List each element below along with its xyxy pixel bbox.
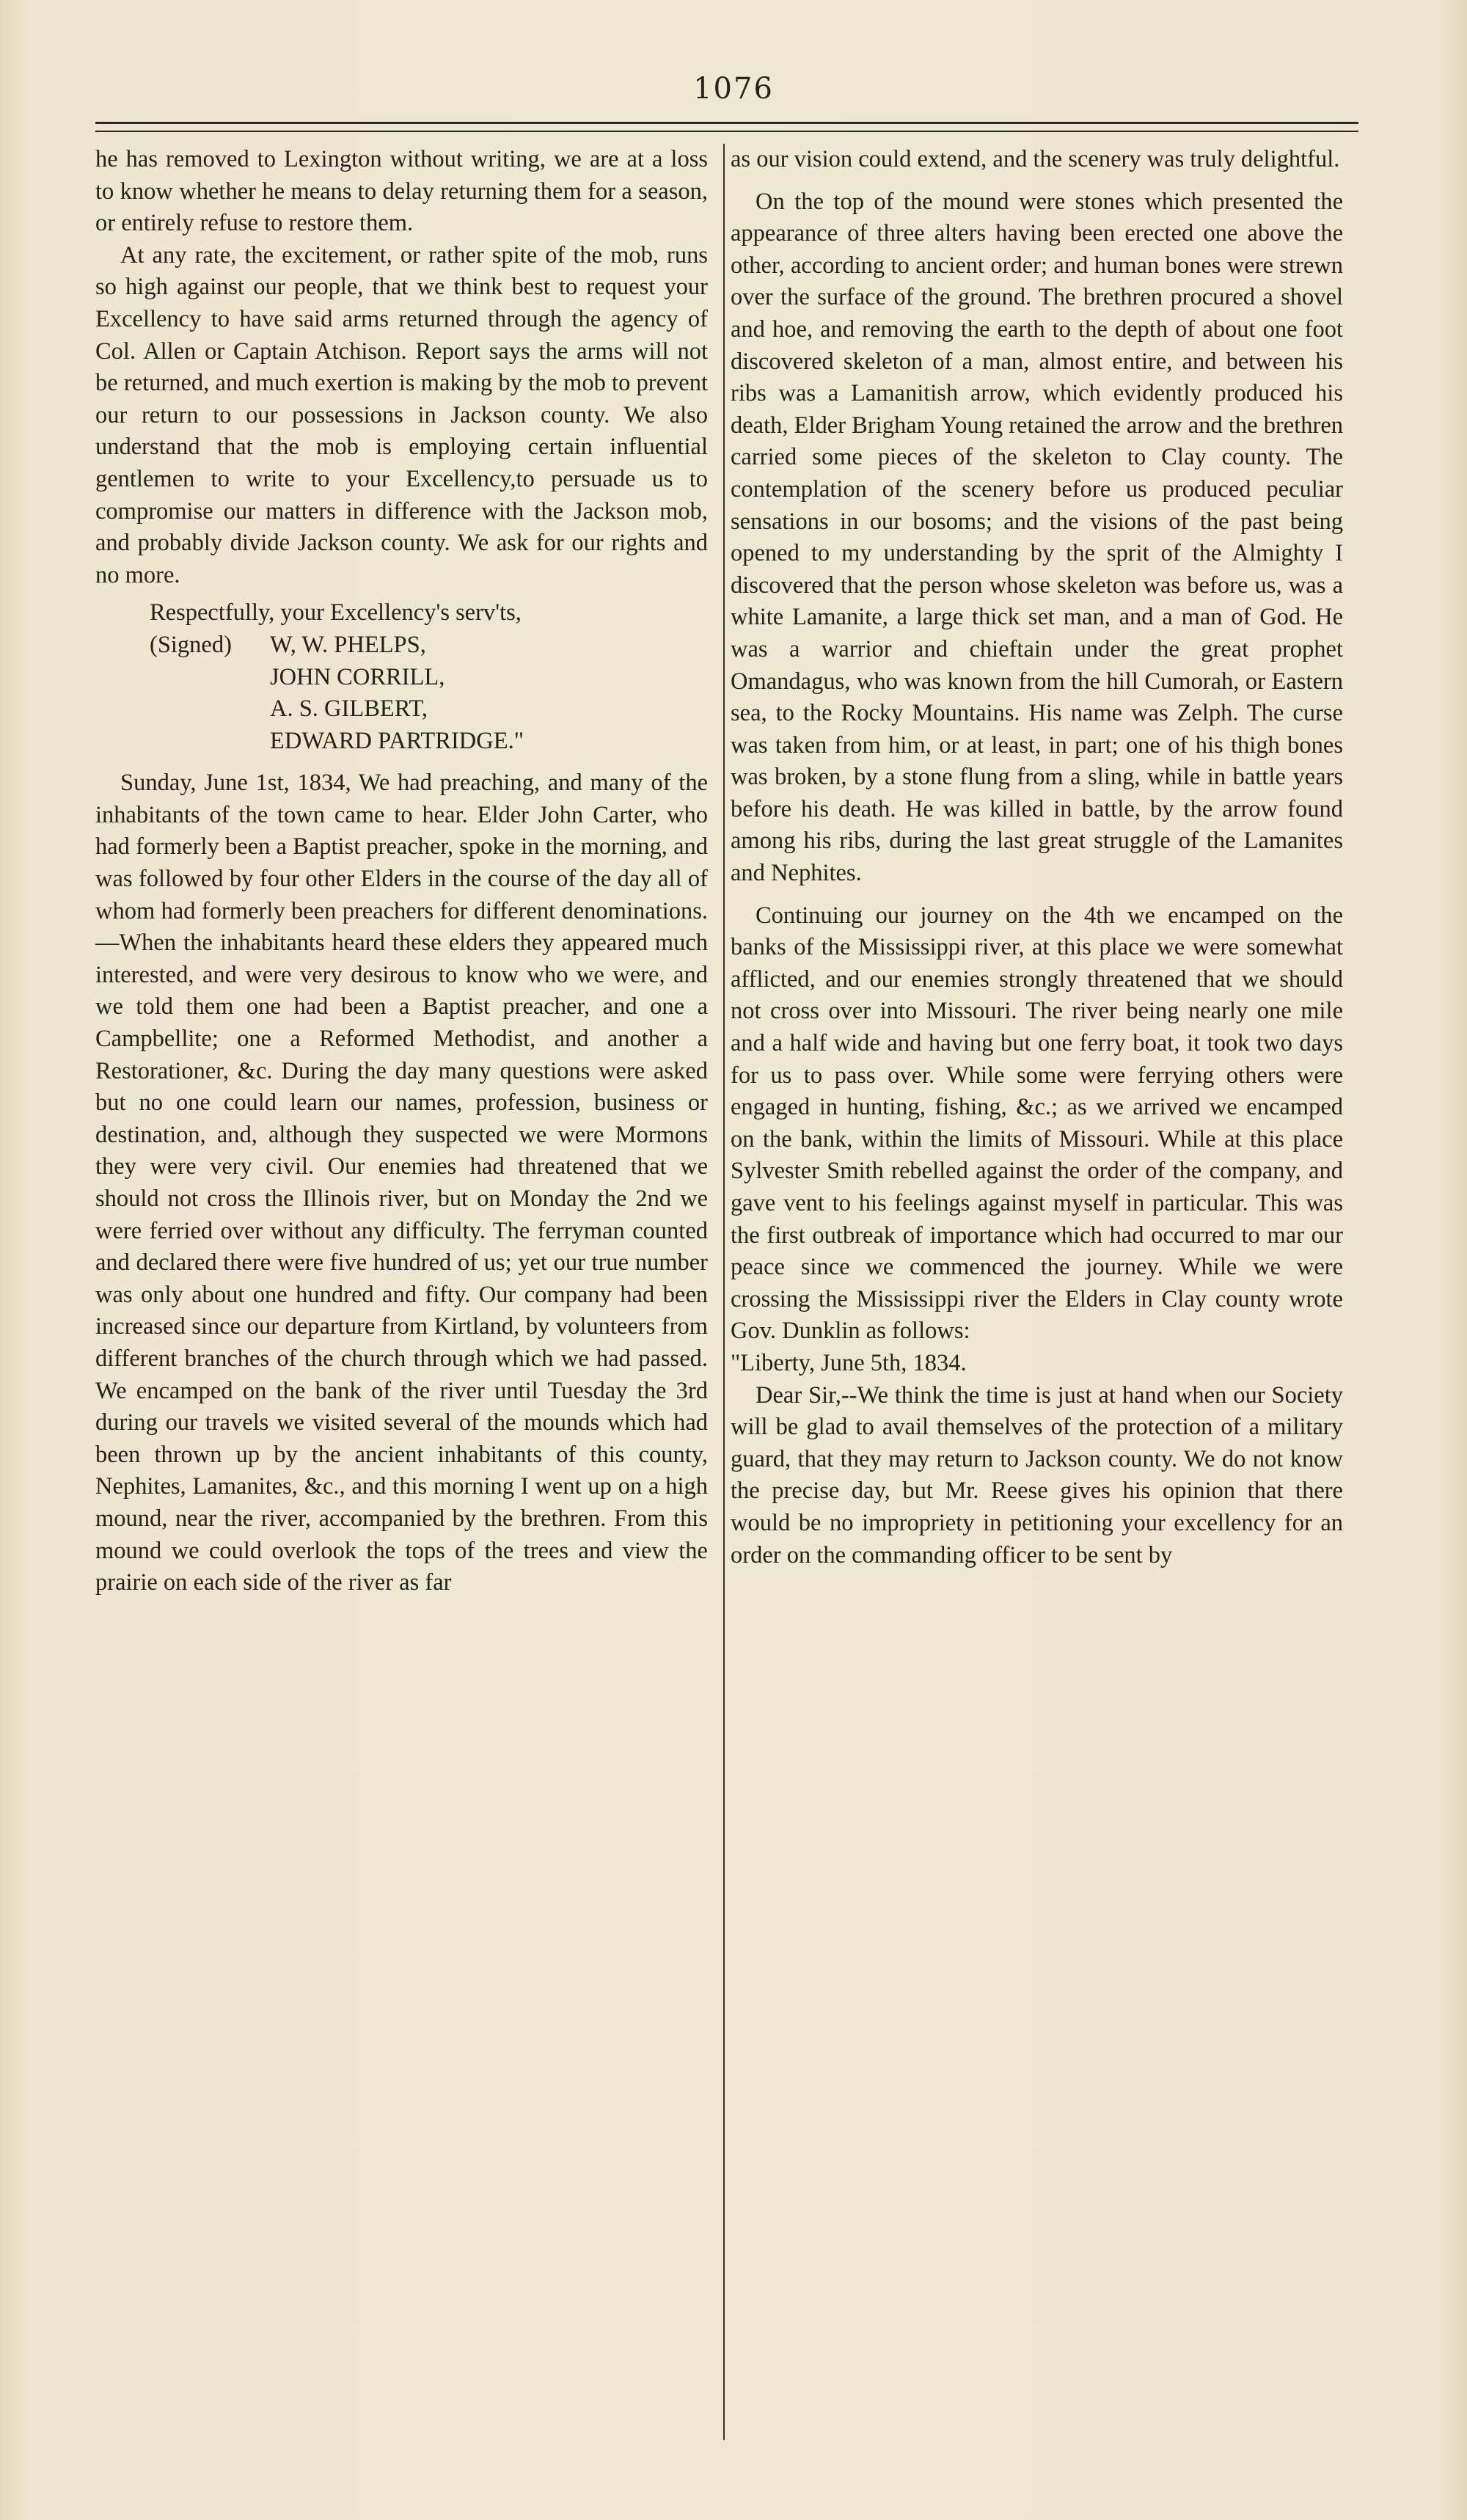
closing-salutation: Respectfully, your Excellency's serv'ts,	[150, 599, 522, 627]
header-rule-top	[95, 122, 1358, 124]
page-number: 1076	[693, 72, 774, 106]
signed-label: (Signed)	[150, 631, 232, 658]
letter-dateline: "Liberty, June 5th, 1834.	[731, 1349, 967, 1376]
signature-block	[95, 629, 708, 757]
header-rule-bottom	[95, 131, 1358, 132]
signature-names	[270, 629, 524, 757]
right-paragraph-4: Dear Sir,--We think the time is just at hand when our Society will be glad to avail themselves of the protection of a military guard, that they may return to Jackson county. We do not know the precise day, but Mr. Reese gives his opinion that there would be no impropriety in petitioning your excellency for an order on the commanding officer to be sent by	[731, 1381, 1343, 1568]
signature-corrill: JOHN CORRILL,	[270, 663, 445, 690]
left-column	[95, 144, 708, 1599]
left-paragraph-2: At any rate, the excitement, or rather spite of the mob, runs so high against our people, that we think best to request your Excellency to have said arms returned through the agency of Col. Allen or Captain Atchison. Report says the arms will not be returned, and much exertion is making by the mob to prevent our return to our possessions in Jackson county. We also understand that the mob is employing certain influential gentlemen to write to your Excellency,to persuade us to compromise our matters in difference with the Jackson mob, and probably divide Jackson county. We ask for our rights and no more.	[95, 241, 708, 588]
right-column	[731, 144, 1343, 1571]
signature-partridge: EDWARD PARTRIDGE."	[270, 727, 524, 754]
right-paragraph-3: Continuing our journey on the 4th we encamped on the banks of the Mississippi river, at this place we were somewhat afflicted, and our enemies strongly threatened that we should not cross over into Missouri. The river being nearly one mile and a half wide and having but one ferry boat, it took two days for us to pass over. While some were ferrying others were engaged in hunting, fishing, &c.; as we arrived we encamped on the bank, within the limits of Missouri. While at this place Sylvester Smith rebelled against the order of the company, and gave vent to his feelings against myself in particular. This was the first outbreak of importance which had occurred to mar our peace since we commenced the journey. While we were crossing the Mississippi river the Elders in Clay county wrote Gov. Dunklin as follows:	[731, 902, 1343, 1345]
left-paragraph-1: he has removed to Lexington without writing, we are at a loss to know whether he means to delay returning them for a season, or entirely refuse to restore them.	[95, 146, 708, 237]
letter-closing	[95, 597, 708, 757]
right-paragraph-2: On the top of the mound were stones which presented the appearance of three alters having been erected one above the other, according to ancient order; and human bones were strewn over the surface of the ground. The brethren procured a shovel and hoe, and removing the earth to the depth of about one foot discovered skeleton of a man, almost entire, and between his ribs was a Lamanitish arrow, which evidently produced his death, Elder Brigham Young retained the arrow and the brethren carried some pieces of the skeleton to Clay county. The contemplation of the scenery before us produced peculiar sensations in our bosoms; and the visions of the past being opened to my understanding by the sprit of the Almighty I discovered that the person whose skeleton was before us, was a white Lamanite, a large thick set man, and a man of God. He was a warrior and chieftain under the great prophet Omandagus, who was known from the hill Cumorah, or Eastern sea, to the Rocky Mountains. His name was Zelph. The curse was taken from him, or at least, in part; one of his thigh bones was broken, by a stone flung from a sling, while in battle years before his death. He was killed in battle, by the arrow found among his ribs, during the last great struggle of the Lamanites and Nephites.	[731, 188, 1343, 887]
signature-phelps: W, W. PHELPS,	[270, 631, 426, 658]
column-divider	[723, 144, 725, 2440]
left-paragraph-3: Sunday, June 1st, 1834, We had preaching, and many of the inhabitants of the town came to hear. Elder John Carter, who had formerly been a Baptist preacher, spoke in the morning, and was followed by four other Elders in the course of the day all of whom had formerly been preachers for different denominations.—When the inhabitants heard these elders they appeared much interested, and were very desirous to know who we were, and we told them one had been a Baptist preacher, and one a Campbellite; one a Reformed Methodist, and another a Restorationer, &c. During the day many questions were asked but no one could learn our names, profession, business or destination, and, although they suspected we were Mormons they were very civil. Our enemies had threatened that we should not cross the Illinois river, but on Monday the 2nd we were ferried over without any difficulty. The ferryman counted and declared there were five hundred of us; yet our true number was only about one hundred and fifty. Our company had been increased since our departure from Kirtland, by volunteers from different branches of the church through which we had passed. We encamped on the bank of the river until Tuesday the 3rd during our travels we visited several of the mounds which had been thrown up by the ancient inhabitants of this county, Nephites, Lamanites, &c., and this morning I went up on a high mound, near the river, accompanied by the brethren. From this mound we could overlook the tops of the trees and view the prairie on each side of the river as far	[95, 770, 708, 1596]
signature-gilbert: A. S. GILBERT,	[270, 695, 428, 723]
right-paragraph-1: as our vision could extend, and the scenery was truly delightful.	[731, 146, 1340, 172]
